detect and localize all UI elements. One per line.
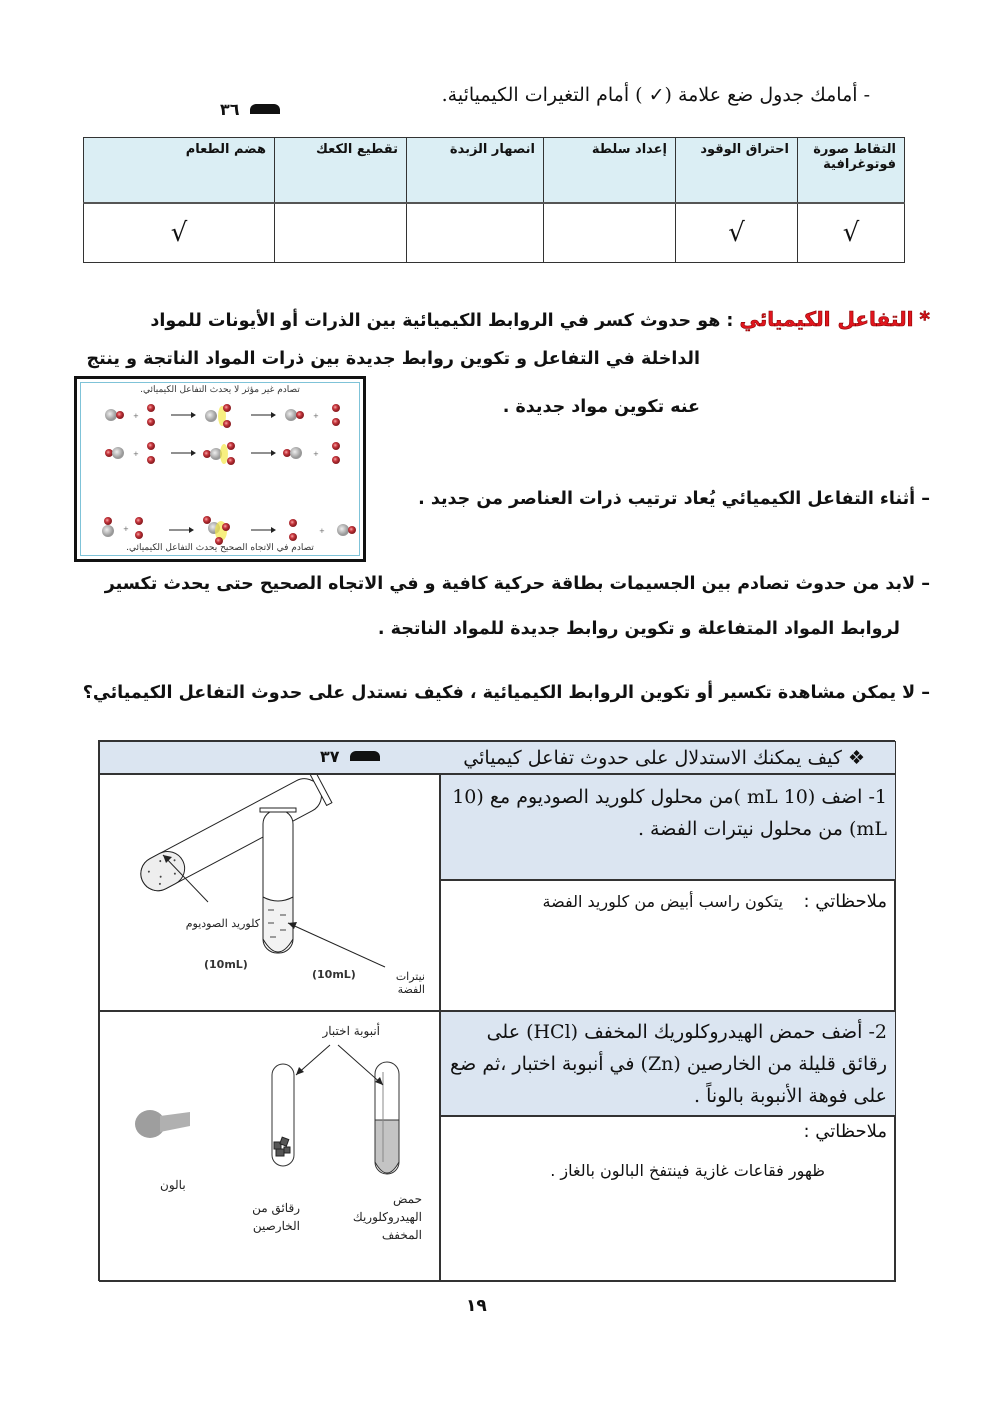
definition-bullet: * [919,307,930,331]
svg-text:+: + [133,450,139,458]
experiment-1-observation-cell [440,880,896,1011]
observation-text[interactable]: يتكون راسب أبيض من كلوريد الفضة [542,892,784,911]
bullet-rearrangement: – أثناء التفاعل الكيميائي يُعاد ترتيب ذرات العناصر من جديد . [418,489,930,509]
table-header: احتراق الوقود [676,138,798,204]
definition-line-3: عنه تكوين مواد جديدة . [502,397,700,417]
definition-line-2: الداخلة في التفاعل و تكوين روابط جديدة بين ذرات المواد الناتجة و ينتج [86,349,700,369]
observation-text[interactable]: ظهور فقاعات غازية فينتفخ البالون بالغاز . [550,1161,825,1180]
row-ineffective-1 [105,404,340,428]
experiments-table [98,740,895,1281]
experiment-1-step: 1- اضف (10 mL )من محلول كلوريد الصوديوم مع (10 mL) من محلول نيترات الفضة . [452,786,887,840]
instruction-text: - أمامك جدول ضع علامة (✓ ) أمام التغيرات الكيميائية. [441,84,870,106]
page-reference [320,746,380,766]
svg-text:+: + [123,525,129,533]
label-hcl: حمض الهيدروكلوريك المخفف [352,1192,422,1242]
experiment-2-illustration [99,1011,440,1282]
page-symbol-icon [250,104,280,114]
page-reference [220,99,280,119]
balloon-icon [135,1110,190,1138]
label-silver-nitrate: نيترات الفضة [395,970,425,996]
experiment-1-illustration [99,774,440,1011]
figure-caption-top: تصادم غير مؤثر لا يحدث التفاعل الكيميائي. [140,385,300,395]
chemical-changes-table [83,137,905,263]
check-cell[interactable]: √ [798,203,905,263]
table-header-row [84,138,905,204]
bullet-collision-line-1: – لابد من حدوث تصادم بين الجسيمات بطاقة حركية كافية و في الاتجاه الصحيح حتى يحدث تكسير [104,574,930,594]
observation-label: ملاحظاتي : [803,1121,887,1142]
check-cell[interactable] [407,203,544,263]
label-sodium-chloride: كلوريد الصوديوم [185,917,260,930]
experiment-2-step: 2- أضف حمض الهيدروكلوريك المخفف (HCl) على رقائق قليلة من الخارصين (Zn) في أنبوبة اختبار ،ثم ضع على فوهة الأنبوبة بالوناً . [450,1021,887,1107]
experiment-2-observation-cell [440,1116,896,1282]
svg-text:+: + [313,412,319,420]
label-sodium-chloride-volume: (10mL) [204,958,248,971]
experiment-2-step-cell [440,1011,896,1116]
page-reference-number: ٣٦ [220,99,240,119]
table-header: هضم الطعام [84,138,275,204]
table-header: التقاط صورة فوتوغرافية [798,138,905,204]
svg-text:+: + [133,412,139,420]
svg-text:+: + [313,450,319,458]
check-cell[interactable] [275,203,407,263]
experiment-1-observation-row [447,891,887,912]
bullet-collision-line-2: لروابط المواد المتفاعلة و تكوين روابط جديدة للمواد الناتجة . [377,619,900,639]
table-header: انصهار الزبدة [407,138,544,204]
experiments-heading: ❖ كيف يمكنك الاستدلال على حدوث تفاعل كيميائي [463,747,865,769]
page-number: ١٩ [466,1296,487,1316]
molecule-collision-diagram [81,383,365,561]
label-balloon: بالون [160,1178,186,1192]
row-ineffective-2 [105,442,340,465]
definition-line-1 [80,300,930,340]
label-zinc: رقائق من الخارصين [252,1201,300,1233]
check-cell[interactable]: √ [84,203,275,263]
check-cell[interactable]: √ [676,203,798,263]
table-header: تقطيع الكعك [275,138,407,204]
page-symbol-icon [350,751,380,761]
figure-frame [80,382,360,556]
check-cell[interactable] [544,203,676,263]
experiments-heading-row [99,741,896,774]
figure-caption-bottom: تصادم في الاتجاه الصحيح يحدث التفاعل الكيميائي. [126,543,314,553]
definition-term: التفاعل الكيميائي [739,307,914,331]
bullet-question: – لا يمكن مشاهدة تكسير أو تكوين الروابط الكيميائية ، فكيف نستدل على حدوث التفاعل الكيميائي؟ [82,683,930,703]
observation-label: ملاحظاتي : [803,891,887,912]
page-reference-number: ٣٧ [320,746,340,766]
svg-text:+: + [319,527,325,535]
table-header: إعداد سلطة [544,138,676,204]
label-test-tube: أنبوبة اختبار [322,1024,380,1038]
label-silver-nitrate-volume: (10mL) [312,968,356,981]
row-effective [102,516,356,545]
definition-text: : هو حدوث كسر في الروابط الكيميائية بين الذرات أو الأيونات للمواد [150,311,734,331]
collision-figure [74,376,366,562]
experiment-1-step-cell [440,774,896,880]
table-row [84,203,905,263]
